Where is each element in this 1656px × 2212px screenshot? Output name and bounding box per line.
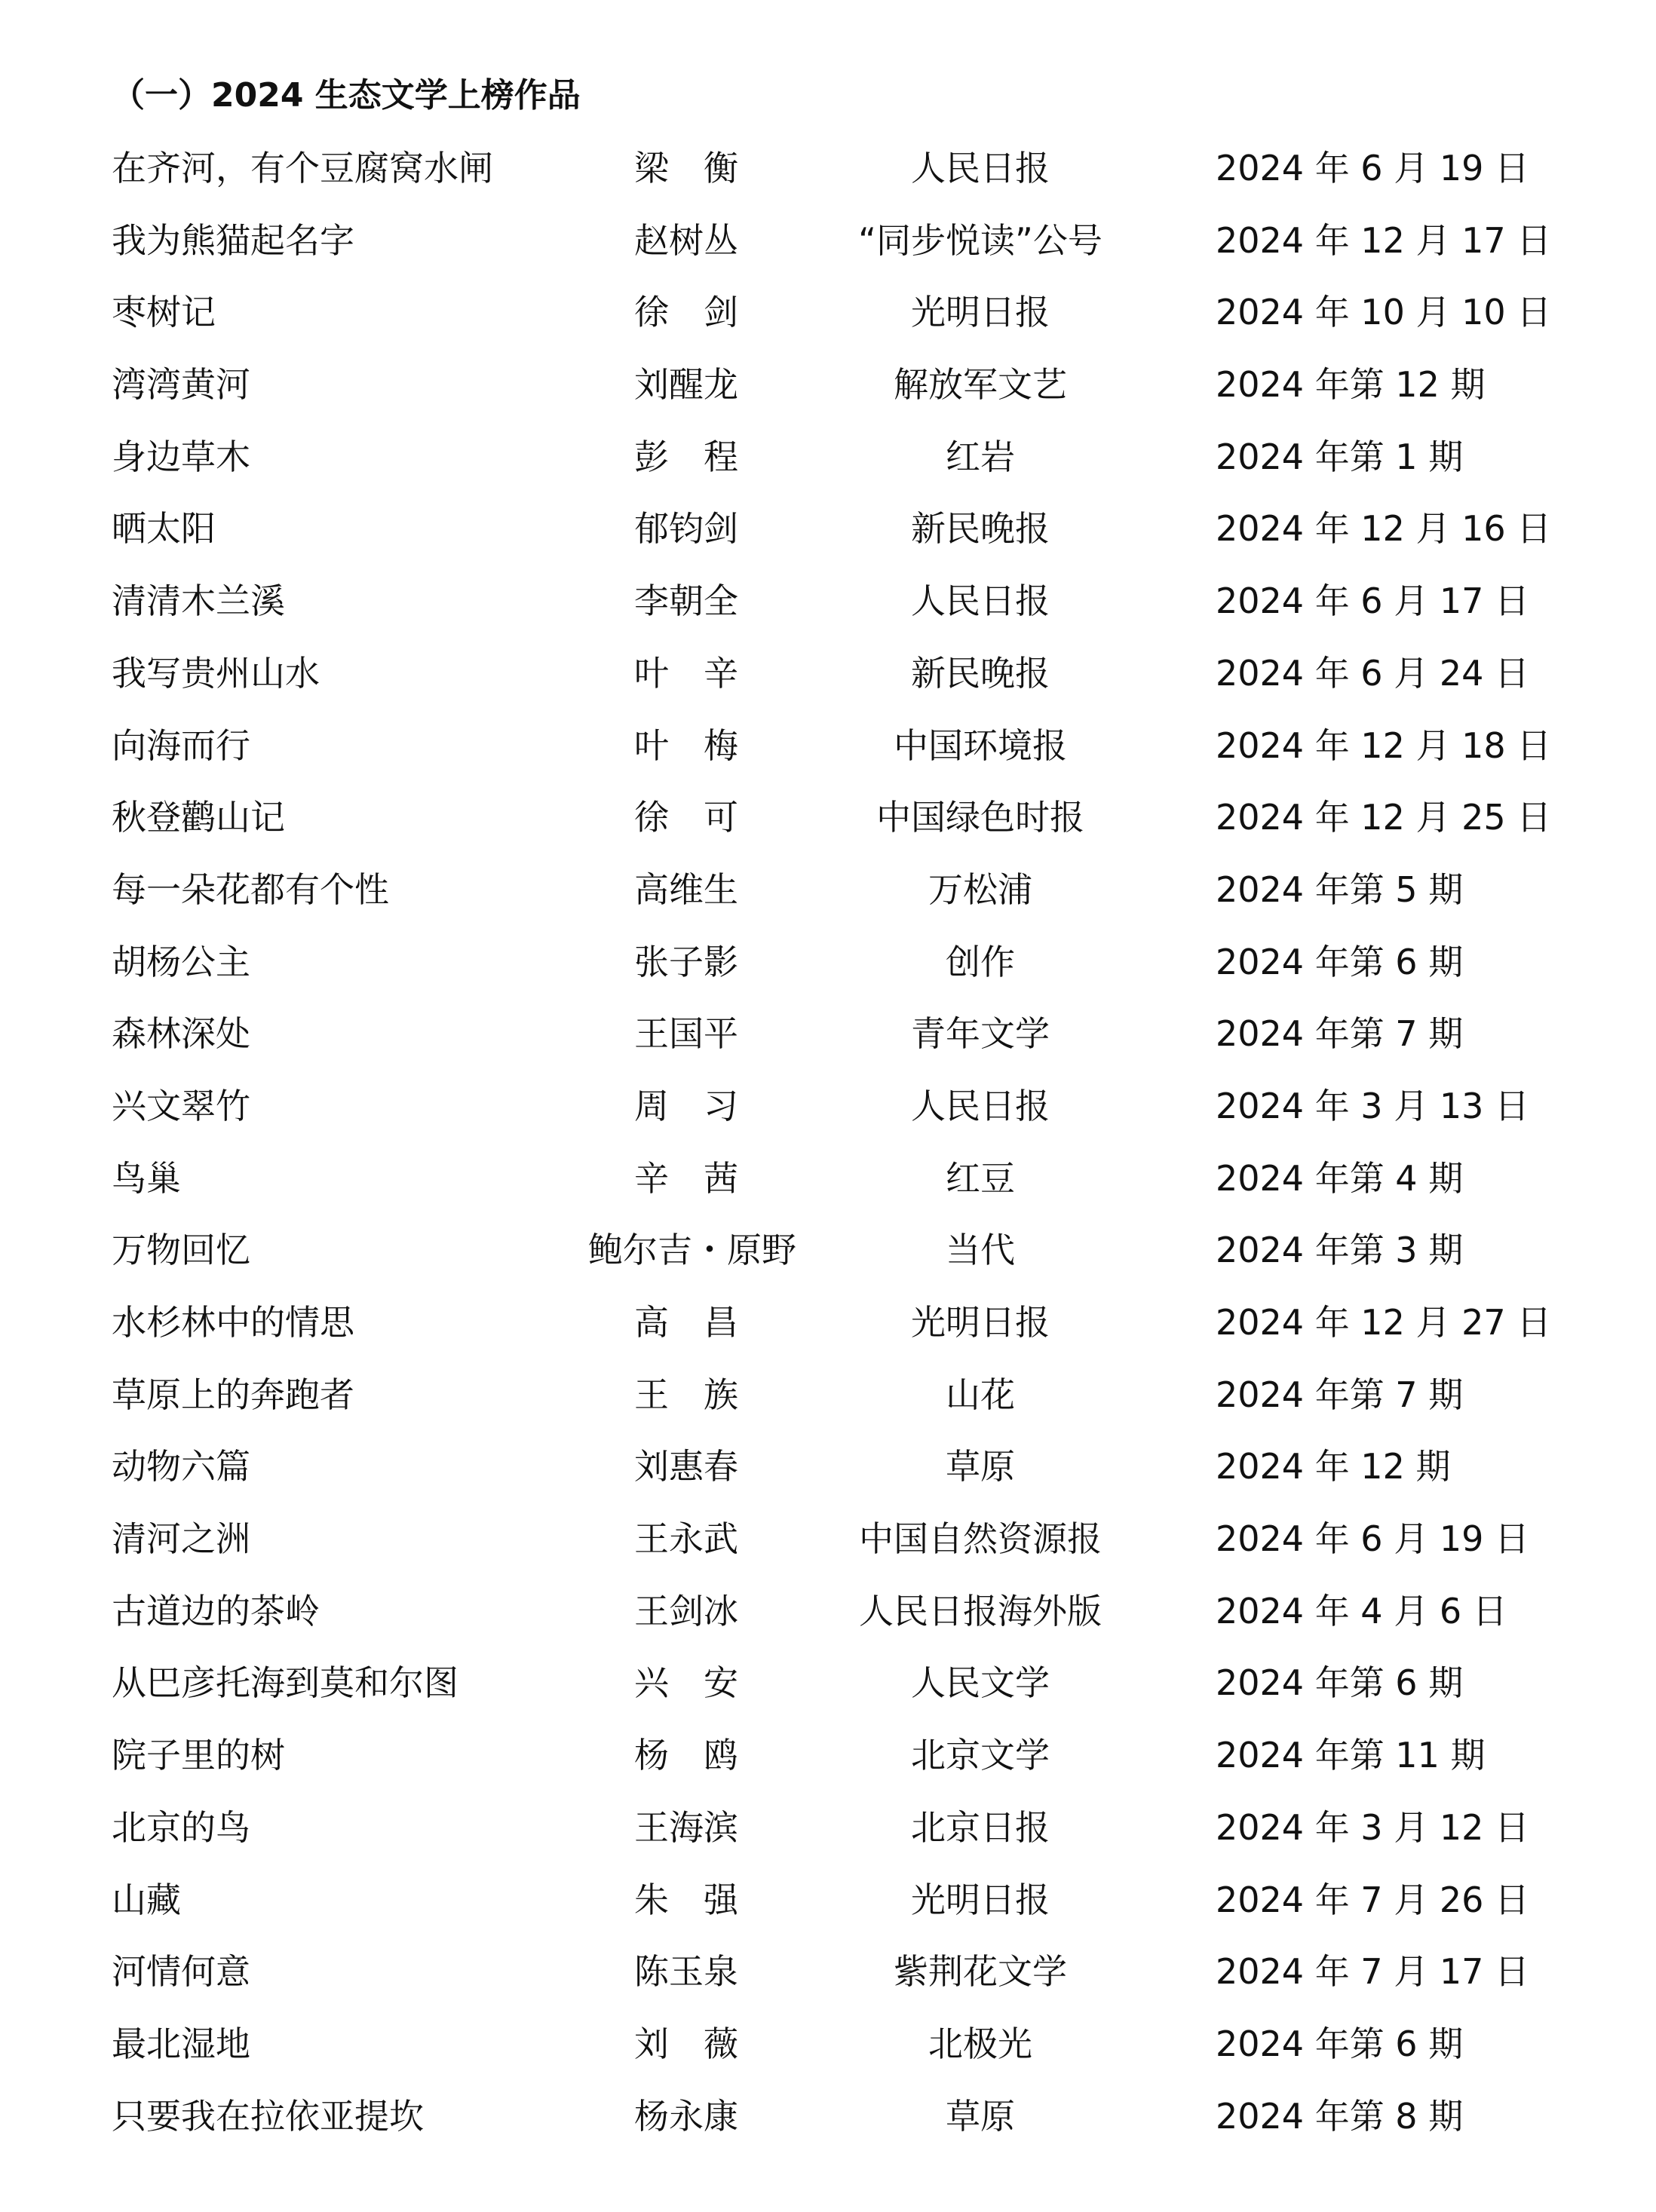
work-publication: 人民日报海外版 xyxy=(859,1590,1102,1631)
work-author: 赵树丛 xyxy=(634,219,738,261)
work-author: 高维生 xyxy=(634,869,738,910)
work-date: 2024 年 6 月 17 日 xyxy=(1216,581,1529,622)
work-date: 2024 年 12 月 17 日 xyxy=(1216,219,1552,261)
list-item xyxy=(0,1224,1656,1296)
work-publication: 人民日报 xyxy=(911,581,1050,622)
work-title: 湾湾黄河 xyxy=(112,364,250,406)
work-title: 万物回忆 xyxy=(112,1230,250,1271)
work-publication: 红豆 xyxy=(946,1157,1015,1199)
list-item xyxy=(0,2017,1656,2090)
work-date: 2024 年第 5 期 xyxy=(1216,869,1464,910)
work-date: 2024 年 6 月 24 日 xyxy=(1216,652,1529,694)
work-publication: 新民晚报 xyxy=(911,508,1050,550)
work-title: 清清木兰溪 xyxy=(112,581,285,622)
list-item xyxy=(0,142,1656,214)
work-date: 2024 年第 11 期 xyxy=(1216,1735,1486,1776)
list-item xyxy=(0,863,1656,936)
work-author: 刘惠春 xyxy=(634,1446,738,1487)
work-publication: 中国环境报 xyxy=(894,725,1067,766)
work-publication: 北京文学 xyxy=(911,1735,1050,1776)
work-publication: 解放军文艺 xyxy=(894,364,1067,406)
list-item xyxy=(0,1801,1656,1873)
work-author: 郁钧剑 xyxy=(634,508,738,550)
list-item xyxy=(0,1080,1656,1152)
work-publication: 中国自然资源报 xyxy=(859,1518,1102,1560)
work-title: 只要我在拉依亚提坎 xyxy=(112,2095,424,2137)
work-date: 2024 年 6 月 19 日 xyxy=(1216,148,1529,188)
work-author: 朱 强 xyxy=(634,1879,738,1920)
work-date: 2024 年 12 月 27 日 xyxy=(1216,1302,1552,1343)
work-date: 2024 年 3 月 13 日 xyxy=(1216,1085,1529,1126)
list-item xyxy=(0,1512,1656,1585)
work-date: 2024 年第 6 期 xyxy=(1216,2023,1464,2064)
work-author: 杨 鸥 xyxy=(634,1735,738,1776)
work-publication: 青年文学 xyxy=(911,1013,1050,1055)
work-title: 水杉林中的情思 xyxy=(112,1302,354,1343)
work-author: 梁 衡 xyxy=(634,148,738,188)
work-date: 2024 年 12 月 18 日 xyxy=(1216,725,1552,766)
list-item xyxy=(0,502,1656,574)
work-title: 向海而行 xyxy=(112,725,250,766)
work-date: 2024 年第 8 期 xyxy=(1216,2095,1464,2137)
works-list xyxy=(0,142,1656,2161)
work-title: 我为熊猫起名字 xyxy=(112,219,354,261)
work-author: 徐 可 xyxy=(634,797,738,838)
work-date: 2024 年 7 月 17 日 xyxy=(1216,1951,1529,1993)
work-author: 鲍尔吉・原野 xyxy=(588,1230,796,1271)
work-publication: “同步悦读”公号 xyxy=(858,219,1102,261)
work-date: 2024 年第 7 期 xyxy=(1216,1013,1464,1055)
section-heading: （一）2024 生态文学上榜作品 xyxy=(112,76,581,115)
work-author: 李朝全 xyxy=(634,581,738,622)
work-publication: 草原 xyxy=(946,2095,1015,2137)
work-title: 身边草木 xyxy=(112,436,250,477)
work-publication: 北极光 xyxy=(928,2023,1032,2064)
list-item xyxy=(0,1296,1656,1368)
work-title: 每一朵花都有个性 xyxy=(112,869,389,910)
work-author: 王 族 xyxy=(634,1374,738,1415)
work-date: 2024 年 12 月 16 日 xyxy=(1216,508,1552,550)
work-title: 山藏 xyxy=(112,1879,181,1920)
work-date: 2024 年第 6 期 xyxy=(1216,1662,1464,1704)
work-publication: 红岩 xyxy=(946,436,1015,477)
work-publication: 北京日报 xyxy=(911,1806,1050,1848)
work-title: 动物六篇 xyxy=(112,1446,250,1487)
work-date: 2024 年第 1 期 xyxy=(1216,436,1464,477)
work-title: 我写贵州山水 xyxy=(112,652,320,694)
work-author: 辛 茜 xyxy=(634,1157,738,1199)
work-author: 王国平 xyxy=(634,1013,738,1055)
work-author: 王海滨 xyxy=(634,1806,738,1848)
work-title: 兴文翠竹 xyxy=(112,1085,250,1126)
list-item xyxy=(0,1440,1656,1512)
work-date: 2024 年第 12 期 xyxy=(1216,364,1486,406)
list-item xyxy=(0,1007,1656,1080)
list-item xyxy=(0,719,1656,792)
list-item xyxy=(0,1873,1656,1946)
work-author: 杨永康 xyxy=(634,2095,738,2137)
work-author: 张子影 xyxy=(634,941,738,982)
list-item xyxy=(0,1368,1656,1441)
work-date: 2024 年第 6 期 xyxy=(1216,941,1464,982)
work-author: 陈玉泉 xyxy=(634,1951,738,1993)
list-item xyxy=(0,430,1656,503)
list-item xyxy=(0,1945,1656,2017)
work-title: 胡杨公主 xyxy=(112,941,250,982)
work-publication: 中国绿色时报 xyxy=(876,797,1084,838)
work-title: 秋登鹳山记 xyxy=(112,797,285,838)
list-item xyxy=(0,286,1656,358)
work-author: 高 昌 xyxy=(634,1302,738,1343)
list-item xyxy=(0,791,1656,863)
work-title: 枣树记 xyxy=(112,292,216,333)
work-title: 鸟巢 xyxy=(112,1157,181,1199)
work-date: 2024 年 12 期 xyxy=(1216,1446,1451,1487)
work-title: 在齐河，有个豆腐窝水闸 xyxy=(112,148,493,188)
work-title: 从巴彦托海到莫和尔图 xyxy=(112,1662,458,1704)
work-publication: 山花 xyxy=(946,1374,1015,1415)
work-author: 刘醒龙 xyxy=(634,364,738,406)
list-item xyxy=(0,2090,1656,2162)
work-title: 草原上的奔跑者 xyxy=(112,1374,354,1415)
work-date: 2024 年 3 月 12 日 xyxy=(1216,1806,1529,1848)
list-item xyxy=(0,1656,1656,1729)
list-item xyxy=(0,214,1656,286)
work-publication: 人民日报 xyxy=(911,148,1050,188)
work-author: 叶 梅 xyxy=(634,725,738,766)
work-date: 2024 年 6 月 19 日 xyxy=(1216,1518,1529,1560)
work-author: 兴 安 xyxy=(634,1662,738,1704)
work-publication: 创作 xyxy=(946,941,1015,982)
work-date: 2024 年 4 月 6 日 xyxy=(1216,1590,1507,1631)
work-publication: 光明日报 xyxy=(911,1879,1050,1920)
work-publication: 新民晚报 xyxy=(911,652,1050,694)
work-publication: 紫荆花文学 xyxy=(894,1951,1067,1993)
list-item xyxy=(0,647,1656,719)
work-title: 晒太阳 xyxy=(112,508,216,550)
work-date: 2024 年第 3 期 xyxy=(1216,1230,1464,1271)
work-title: 古道边的茶岭 xyxy=(112,1590,320,1631)
work-title: 北京的鸟 xyxy=(112,1806,250,1848)
list-item xyxy=(0,1729,1656,1801)
work-title: 清河之洲 xyxy=(112,1518,250,1560)
list-item xyxy=(0,358,1656,430)
work-author: 周 习 xyxy=(634,1085,738,1126)
work-author: 王永武 xyxy=(634,1518,738,1560)
list-item xyxy=(0,936,1656,1008)
work-publication: 光明日报 xyxy=(911,292,1050,333)
work-publication: 当代 xyxy=(946,1230,1015,1271)
work-date: 2024 年 12 月 25 日 xyxy=(1216,797,1552,838)
list-item xyxy=(0,1152,1656,1224)
list-item xyxy=(0,574,1656,647)
work-publication: 万松浦 xyxy=(928,869,1032,910)
work-publication: 光明日报 xyxy=(911,1302,1050,1343)
work-author: 彭 程 xyxy=(634,436,738,477)
work-publication: 人民日报 xyxy=(911,1085,1050,1126)
work-date: 2024 年第 4 期 xyxy=(1216,1157,1464,1199)
work-title: 院子里的树 xyxy=(112,1735,285,1776)
work-author: 刘 薇 xyxy=(634,2023,738,2064)
work-publication: 草原 xyxy=(946,1446,1015,1487)
list-item xyxy=(0,1585,1656,1657)
work-publication: 人民文学 xyxy=(911,1662,1050,1704)
work-date: 2024 年第 7 期 xyxy=(1216,1374,1464,1415)
work-title: 最北湿地 xyxy=(112,2023,250,2064)
work-title: 森林深处 xyxy=(112,1013,250,1055)
work-date: 2024 年 7 月 26 日 xyxy=(1216,1879,1529,1920)
work-author: 叶 辛 xyxy=(634,652,738,694)
work-author: 徐 剑 xyxy=(634,292,738,333)
work-date: 2024 年 10 月 10 日 xyxy=(1216,292,1552,333)
work-title: 河情何意 xyxy=(112,1951,250,1993)
work-author: 王剑冰 xyxy=(634,1590,738,1631)
